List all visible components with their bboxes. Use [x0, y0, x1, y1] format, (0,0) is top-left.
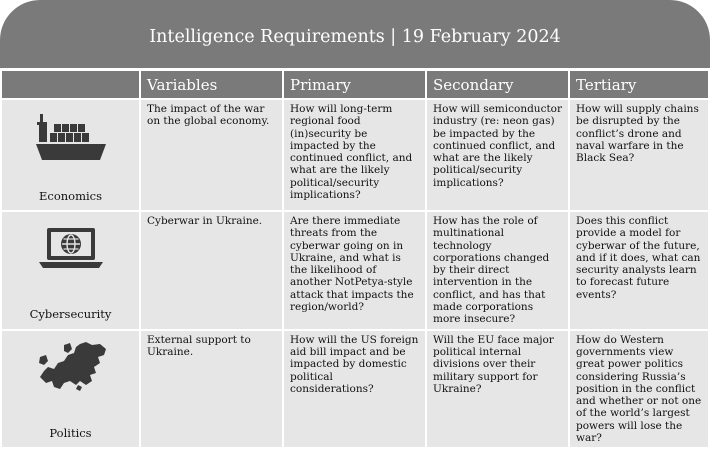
table-row-politics	[2, 331, 708, 448]
tertiary-cell: Does this conflict provide a model for cyberwar of the future, and if it does, what can security analysts learn to forecast future events?	[570, 212, 708, 329]
column-header-primary: Primary	[284, 71, 425, 98]
laptop-globe-icon	[2, 222, 139, 277]
tertiary-cell: How do Western governments view great power politics considering Russia’s position in the conflict and whether or not one of the world’s largest powers will lose the war?	[570, 331, 708, 448]
europe-map-icon	[2, 341, 139, 396]
corner-header-cell	[2, 71, 139, 98]
category-label: Economics	[38, 188, 102, 203]
page-title: Intelligence Requirements | 19 February 2024	[149, 27, 561, 47]
table-row-economics	[2, 100, 708, 210]
primary-cell: How will long-term regional food (in)security be impacted by the continued conflict, and what are the likely political/security implications?	[284, 100, 425, 210]
primary-cell: How will the US foreign aid bill impact and be impacted by domestic political considerations?	[284, 331, 425, 448]
column-header-tertiary: Tertiary	[570, 71, 708, 98]
category-label: Cybersecurity	[29, 307, 112, 322]
header-row	[2, 71, 708, 98]
secondary-cell: How has the role of multinational technology corporations changed by their direct intervention in the conflict, and has that made corporations more insecure?	[427, 212, 568, 329]
column-header-secondary: Secondary	[427, 71, 568, 98]
variable-cell: The impact of the war on the global economy.	[141, 100, 282, 210]
secondary-cell: How will semiconductor industry (re: neon gas) be impacted by the continued conflict, and what are the likely political/security implications?	[427, 100, 568, 210]
category-cell-economics	[2, 100, 139, 210]
secondary-cell: Will the EU face major political internal divisions over their military support for Ukraine?	[427, 331, 568, 448]
variable-cell: Cyberwar in Ukraine.	[141, 212, 282, 329]
variable-cell: External support to Ukraine.	[141, 331, 282, 448]
column-header-variables: Variables	[141, 71, 282, 98]
cargo-ship-icon	[2, 110, 139, 167]
requirements-table	[0, 69, 710, 449]
category-cell-politics	[2, 331, 139, 448]
category-label: Politics	[49, 426, 92, 441]
category-cell-cybersecurity	[2, 212, 139, 329]
primary-cell: Are there immediate threats from the cyberwar going on in Ukraine, and what is the likelihood of another NotPetya-style attack that impacts the region/world?	[284, 212, 425, 329]
table-row-cybersecurity	[2, 212, 708, 329]
tertiary-cell: How will supply chains be disrupted by the conflict’s drone and naval warfare in the Black Sea?	[570, 100, 708, 210]
